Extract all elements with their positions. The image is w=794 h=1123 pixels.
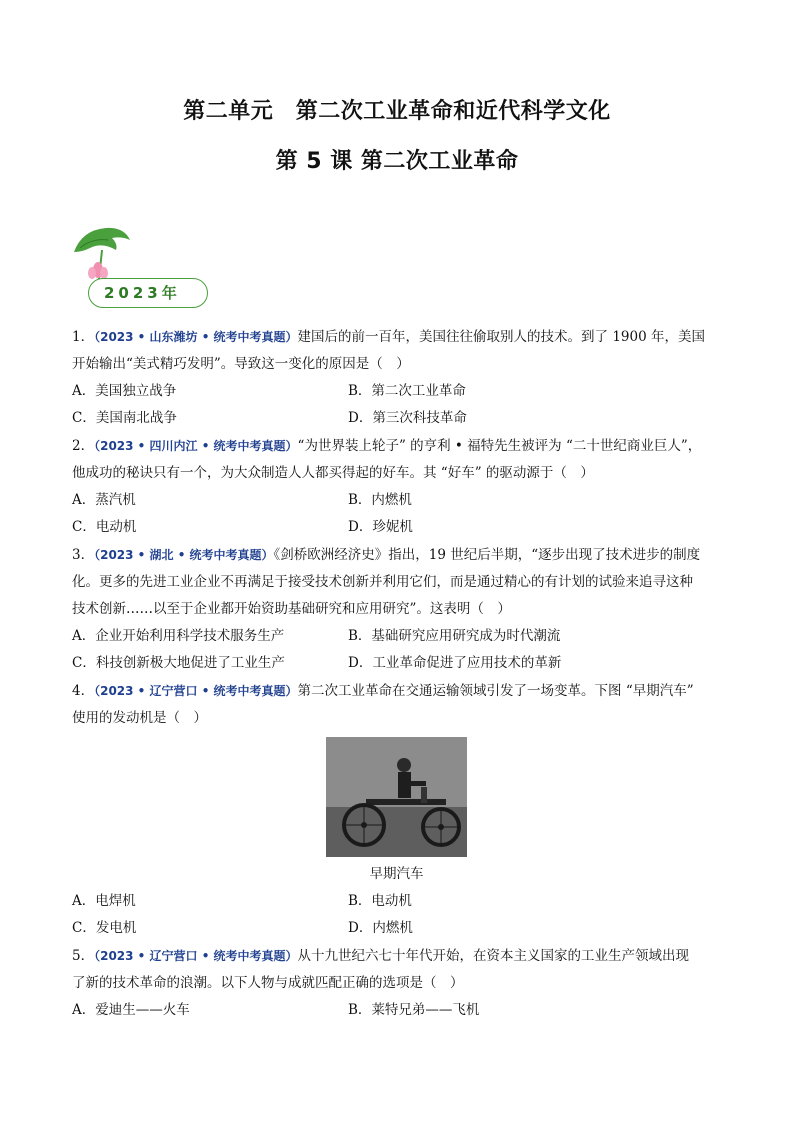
option-a: A．蒸汽机 bbox=[72, 492, 136, 508]
unit-title: 第二单元 第二次工业革命和近代科学文化 bbox=[183, 99, 611, 124]
question-source: （2023 • 山东潍坊 • 统考中考真题） bbox=[94, 330, 298, 344]
option-b: B．电动机 bbox=[348, 893, 412, 909]
question-text-line1: “为世界装上轮子” 的亨利 • 福特先生被评为 “二十世纪商业巨人”， bbox=[297, 438, 702, 454]
option-c: C．科技创新极大地促进了工业生产 bbox=[72, 655, 285, 671]
question-text-line2: 开始输出“美式精巧发明”。导致这一变化的原因是（ ） bbox=[72, 356, 410, 372]
question-text-line1: 《剑桥欧洲经济史》指出，19 世纪后半期，“逐步出现了技术进步的制度 bbox=[273, 547, 701, 563]
question-source: （2023 • 辽宁营口 • 统考中考真题） bbox=[94, 949, 298, 963]
figure-caption: 早期汽车 bbox=[369, 866, 424, 882]
option-d: D．第三次科技革命 bbox=[348, 410, 467, 426]
option-d: D．工业革命促进了应用技术的革新 bbox=[348, 655, 562, 671]
question-number: 3． bbox=[72, 547, 95, 563]
option-b: B．莱特兄弟——飞机 bbox=[348, 1002, 480, 1018]
option-b: B．第二次工业革命 bbox=[348, 383, 466, 399]
option-a: A．美国独立战争 bbox=[72, 383, 177, 399]
question-text-line2: 使用的发动机是（ ） bbox=[72, 710, 207, 726]
question-4 bbox=[72, 678, 732, 732]
question-source: （2023 • 湖北 • 统考中考真题） bbox=[94, 548, 274, 562]
question-3 bbox=[72, 542, 732, 623]
option-a: A．爱迪生——火车 bbox=[72, 1002, 190, 1018]
question-text-line2: 他成功的秘诀只有一个，为大众制造人人都买得起的好车。其 “好车” 的驱动源于（ ） bbox=[72, 465, 594, 481]
question-1 bbox=[72, 324, 732, 378]
option-a: A．企业开始利用科学技术服务生产 bbox=[72, 628, 285, 644]
question-text-line1: 第二次工业革命在交通运输领域引发了一场变革。下图 “早期汽车” bbox=[297, 683, 694, 699]
question-5 bbox=[72, 943, 732, 997]
lesson-title: 第 5 课 第二次工业革命 bbox=[275, 149, 519, 174]
question-number: 4． bbox=[72, 683, 95, 699]
option-b: B．内燃机 bbox=[348, 492, 412, 508]
question-text-line1: 从十九世纪六七十年代开始，在资本主义国家的工业生产领域出现 bbox=[297, 948, 690, 964]
question-source: （2023 • 四川内江 • 统考中考真题） bbox=[94, 439, 298, 453]
question-text-line2: 了新的技术革命的浪潮。以下人物与成就匹配正确的选项是（ ） bbox=[72, 975, 464, 991]
question-text-line3: 技术创新……以至于企业都开始资助基础研究和应用研究”。这表明（ ） bbox=[72, 601, 511, 617]
lotus-flower-icon bbox=[88, 262, 108, 279]
question-number: 2． bbox=[72, 438, 95, 454]
question-2 bbox=[72, 433, 732, 487]
option-c: C．电动机 bbox=[72, 519, 137, 535]
question-number: 1． bbox=[72, 329, 95, 345]
question-text-line1: 建国后的前一百年，美国往往偷取别人的技术。到了 1900 年，美国 bbox=[297, 329, 705, 345]
option-b: B．基础研究应用研究成为时代潮流 bbox=[348, 628, 561, 644]
option-a: A．电焊机 bbox=[72, 893, 136, 909]
question-text-line2: 化。更多的先进工业企业不再满足于接受技术创新并利用它们，而是通过精心的有计划的试验来追寻这种 bbox=[72, 574, 693, 590]
question-source: （2023 • 辽宁营口 • 统考中考真题） bbox=[94, 684, 298, 698]
option-c: C．发电机 bbox=[72, 920, 137, 936]
question-number: 5． bbox=[72, 948, 95, 964]
option-d: D．珍妮机 bbox=[348, 519, 413, 535]
year-label: 2023年 bbox=[104, 284, 181, 302]
option-c: C．美国南北战争 bbox=[72, 410, 177, 426]
early-car-photo bbox=[326, 737, 467, 857]
option-d: D．内燃机 bbox=[348, 920, 413, 936]
